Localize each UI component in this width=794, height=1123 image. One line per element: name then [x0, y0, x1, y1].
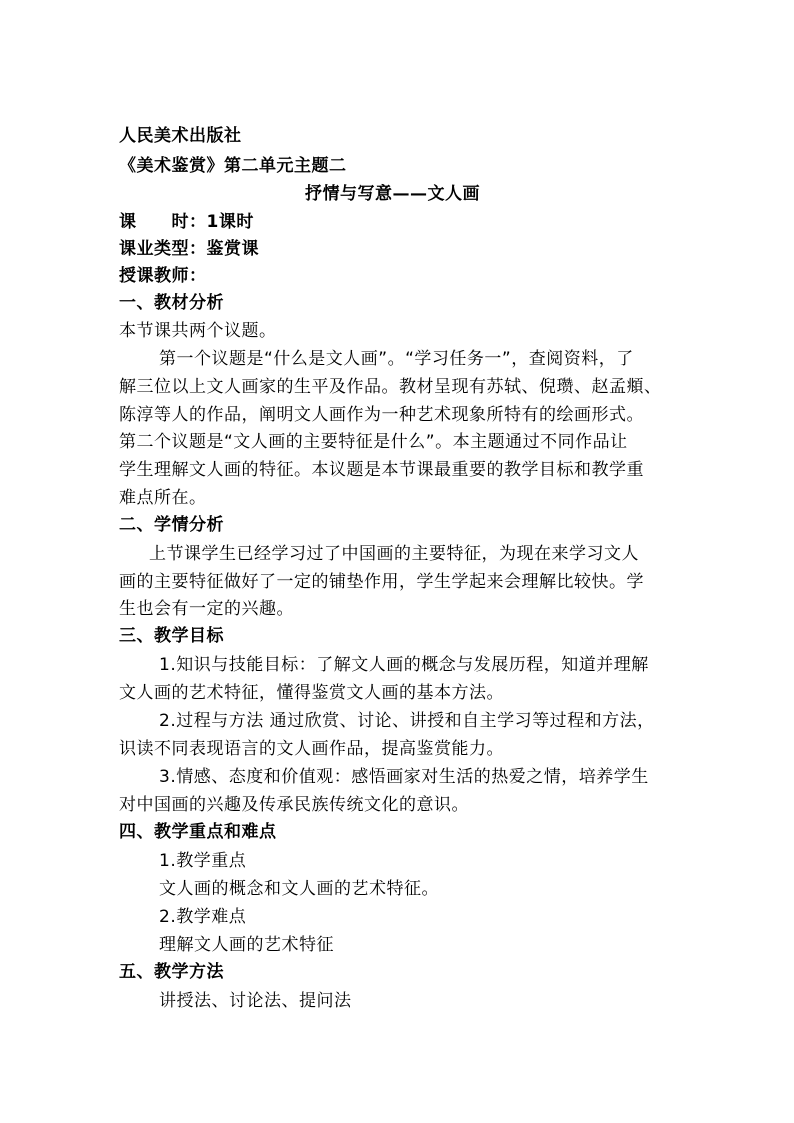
paragraph-line: 陈淳等人的作品，阐明文人画作为一种艺术现象所特有的绘画形式。 [119, 405, 644, 425]
paragraph-line: 学生理解文人画的特征。本议题是本节课最重要的教学目标和教学重 [119, 460, 644, 480]
paragraph-line: 难点所在。 [119, 488, 207, 508]
paragraph-line: 1.知识与技能目标：了解文人画的概念与发展历程，知道并理解 [159, 655, 649, 675]
book-title: 《美术鉴赏》第二单元主题二 [119, 156, 347, 176]
paragraph-line: 上节课学生已经学习过了中国画的主要特征，为现在来学习文人 [149, 544, 639, 564]
paragraph-line: 1.教学重点 [159, 851, 247, 871]
paragraph-line: 2.教学难点 [159, 907, 247, 927]
paragraph-line: 讲授法、讨论法、提问法 [159, 991, 352, 1011]
section-heading: 五、教学方法 [119, 962, 224, 982]
paragraph-line: 对中国画的兴趣及传承民族传统文化的意识。 [119, 795, 469, 815]
class-hours: 课 时：1课时 [119, 212, 254, 232]
section-heading: 二、学情分析 [119, 515, 224, 535]
paragraph-line: 本节课共两个议题。 [119, 321, 277, 341]
paragraph-line: 文人画的概念和文人画的艺术特征。 [159, 879, 439, 899]
section-heading: 一、教材分析 [119, 293, 224, 313]
paragraph-line: 理解文人画的艺术特征 [159, 935, 334, 955]
paragraph-line: 第一个议题是“什么是文人画”。“学习任务一”，查阅资料，了 [159, 349, 634, 369]
section-heading: 四、教学重点和难点 [119, 822, 277, 842]
lesson-type: 课业类型：鉴赏课 [119, 239, 259, 259]
paragraph-line: 3.情感、态度和价值观：感悟画家对生活的热爱之情，培养学生 [159, 767, 649, 787]
lesson-title: 抒情与写意——文人画 [305, 184, 480, 204]
section-heading: 三、教学目标 [119, 626, 224, 646]
paragraph-line: 2.过程与方法 通过欣赏、讨论、讲授和自主学习等过程和方法， [159, 711, 655, 731]
paragraph-line: 文人画的艺术特征，懂得鉴赏文人画的基本方法。 [119, 683, 504, 703]
paragraph-line: 解三位以上文人画家的生平及作品。教材呈现有苏轼、倪瓒、赵孟頫、 [119, 377, 662, 397]
teacher: 授课教师： [119, 266, 207, 286]
publisher: 人民美术出版社 [119, 126, 242, 146]
paragraph-line: 画的主要特征做好了一定的铺垫作用，学生学起来会理解比较快。学 [119, 572, 644, 592]
paragraph-line: 生也会有一定的兴趣。 [119, 599, 294, 619]
paragraph-line: 识读不同表现语言的文人画作品，提高鉴赏能力。 [119, 739, 504, 759]
paragraph-line: 第二个议题是“文人画的主要特征是什么”。本主题通过不同作品让 [119, 432, 628, 452]
